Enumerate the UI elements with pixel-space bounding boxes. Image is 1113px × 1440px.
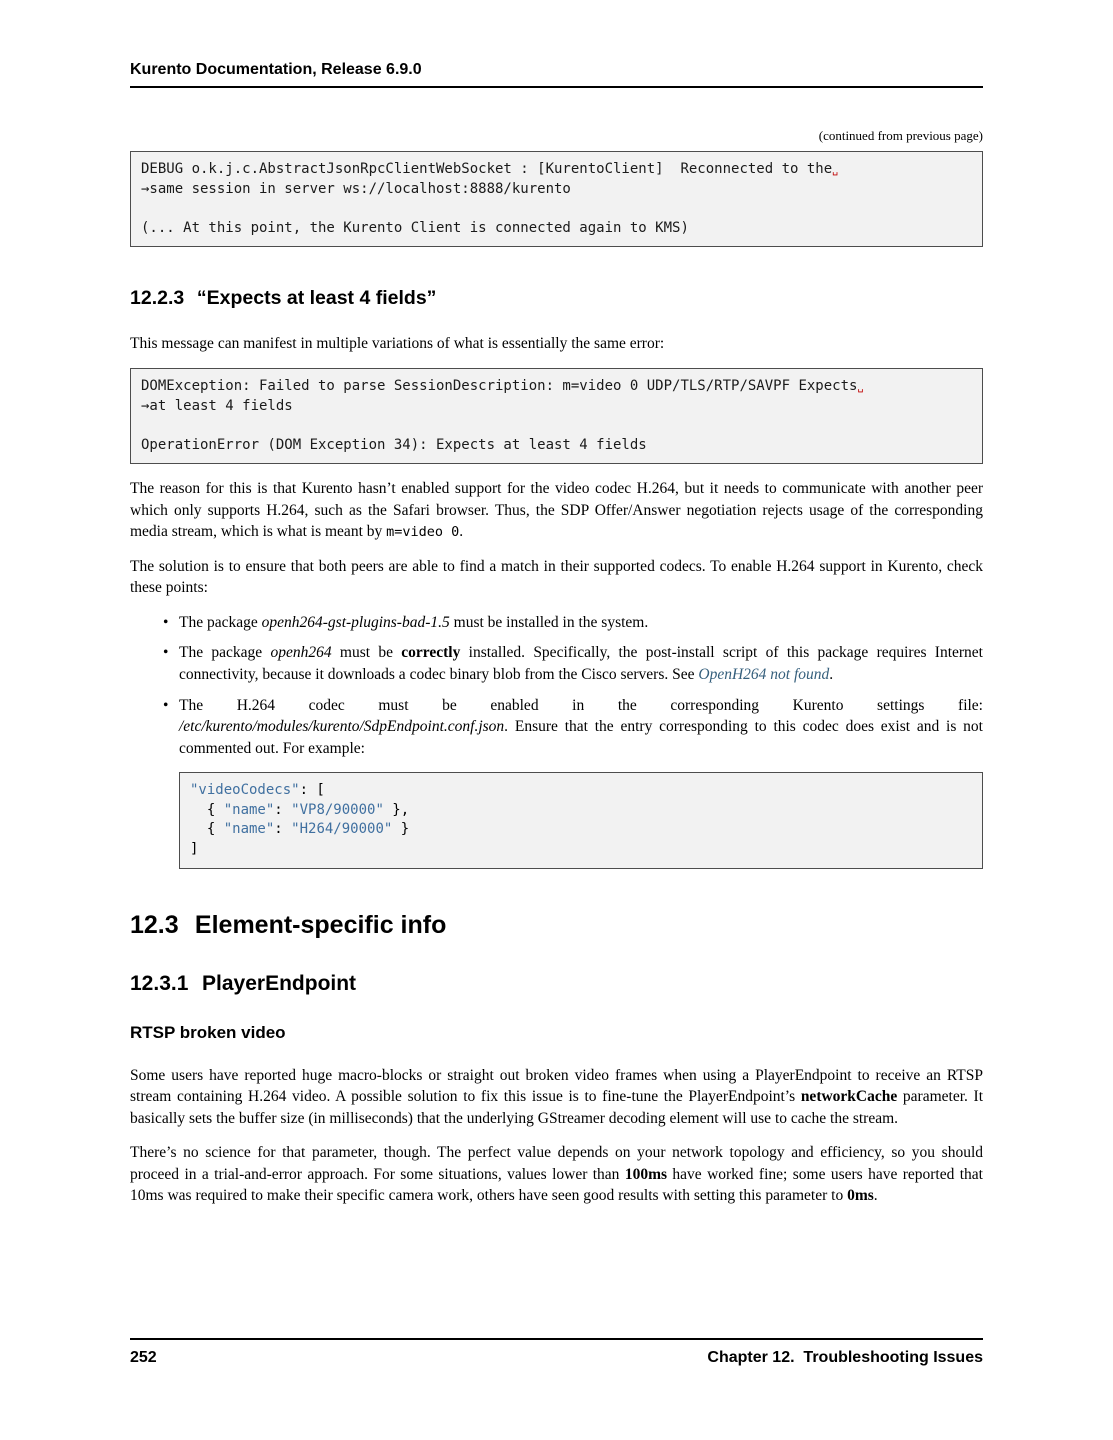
code-line xyxy=(141,377,972,397)
text-run: openh264 xyxy=(270,644,332,662)
code-token: { xyxy=(190,801,224,818)
code-token: : [ xyxy=(299,782,325,799)
code-token: ␣ xyxy=(832,165,839,176)
text-run: networkCache xyxy=(800,1088,898,1106)
code-line xyxy=(190,840,972,860)
text-run: 100ms xyxy=(624,1165,668,1183)
text-run: There’s no science for that parameter, though. The perfect value depends on your network topology and efficiency, so you should proceed in a trial-and-error approach. For some situations, values lower than xyxy=(130,1144,983,1183)
text-run: The reason for this is that Kurento hasn’t enabled support for the video codec H.264, but it needs to communicate with another peer which only supports H.264, such as the Safari browser. Thus, the SDP Offer/Answer negotiation rejects usage of the corresponding media stream, which is what is meant by xyxy=(130,480,983,541)
section-number: 12.2.3 xyxy=(130,287,185,310)
code-token: OperationError (DOM Exception 34): Expects at least 4 fields xyxy=(141,436,647,453)
text-run: . Ensure that the entry corresponding to this codec does exist and is not commented out. For example: xyxy=(179,718,983,757)
text-run: . xyxy=(873,1187,878,1205)
code-token: "VP8/90000" xyxy=(291,801,384,818)
footer-chapter-title: Chapter 12. Troubleshooting Issues xyxy=(707,1349,983,1366)
code-token: "name" xyxy=(223,821,275,838)
text-run: must be xyxy=(331,644,402,662)
code-line xyxy=(190,820,972,840)
text-run: have worked fine; some users have reported that 10ms was required to make their specific camera work, others have seen good results with setting this parameter to xyxy=(130,1165,983,1205)
section-heading-12-3 xyxy=(130,911,983,940)
text-run: . xyxy=(829,666,834,683)
section-title: “Expects at least 4 fields” xyxy=(196,287,437,310)
text-run: 0ms xyxy=(847,1187,874,1205)
continued-from-previous-page-note: (continued from previous page) xyxy=(818,128,983,143)
bullet-list xyxy=(163,612,983,869)
text-run: openh264-gst-plugins-bad-1.5 xyxy=(261,613,450,631)
inline-code: m=video 0 xyxy=(386,524,460,541)
page-header xyxy=(130,61,983,88)
code-block-reconnected xyxy=(130,151,983,247)
bullet-item-openh264-plugins xyxy=(163,612,983,634)
code-token: →same session in server ws://localhost:8888/kurento xyxy=(141,180,571,197)
code-line xyxy=(190,801,972,821)
paragraph-rtsp-2 xyxy=(130,1142,983,1207)
code-token: : xyxy=(274,821,292,838)
bullet-item-openh264-correctly-installed xyxy=(163,642,983,685)
page-content xyxy=(130,128,983,1220)
code-block-domexception xyxy=(130,368,983,464)
code-line xyxy=(141,180,972,200)
code-line xyxy=(141,397,972,417)
section-heading-12-3-1 xyxy=(130,972,983,996)
code-line xyxy=(141,416,972,436)
code-token: "videoCodecs" xyxy=(190,782,300,799)
code-token: { xyxy=(190,821,224,838)
bullet-marker: • xyxy=(163,644,169,662)
bullet-text xyxy=(179,644,983,683)
bullet-text xyxy=(179,697,983,757)
text-run: installed. Specifically, the post-install script of this package requires Internet connectivity, because it downloads a codec binary blob from the Cisco servers. See xyxy=(179,644,983,683)
bullet-item-h264-codec-enabled xyxy=(163,695,983,869)
bullet-marker: • xyxy=(163,696,169,714)
section-number: 12.3 xyxy=(130,910,179,939)
paragraph-intro-error: This message can manifest in multiple variations of what is essentially the same error: xyxy=(130,335,665,353)
code-line xyxy=(141,219,972,239)
header-title: Kurento Documentation, Release 6.9.0 xyxy=(130,61,422,78)
text-run: Some users have reported huge macro-blocks or straight out broken video frames when using a PlayerEndpoint to receive an RTSP stream containing H.264 video. A possible solution to fix this issue is to fine-tune the PlayerEndpoint’s xyxy=(130,1066,983,1106)
code-token: DEBUG o.k.j.c.AbstractJsonRpcClientWebSocket : [KurentoClient] Reconnected to the xyxy=(141,161,833,177)
section-title: Element-specific info xyxy=(194,910,447,939)
code-line xyxy=(141,199,972,219)
paragraph-reason xyxy=(130,478,983,543)
section-number: 12.3.1 xyxy=(130,971,189,995)
code-line xyxy=(141,436,972,456)
footer-page-number: 252 xyxy=(130,1349,157,1366)
paragraph-rtsp-1 xyxy=(130,1065,983,1130)
text-run: The H.264 codec must be enabled in the corresponding Kurento settings file: xyxy=(179,696,983,714)
paragraph-solution: The solution is to ensure that both peers are able to find a match in their supported codecs. To enable H.264 support in Kurento, check these points: xyxy=(130,557,983,597)
code-token: (... At this point, the Kurento Client is connected again to KMS) xyxy=(141,219,689,236)
bullet-marker: • xyxy=(163,613,169,631)
text-run: parameter. It basically sets the buffer size (in milliseconds) that the underlying GStreamer decoding element will use to cache the stream. xyxy=(130,1088,984,1127)
code-token: "name" xyxy=(223,801,275,818)
rubric-rtsp-broken-video: RTSP broken video xyxy=(130,1022,286,1042)
openh264-not-found-link[interactable]: OpenH264 not found xyxy=(698,666,830,683)
text-run: . xyxy=(459,523,464,541)
code-block-videocodecs xyxy=(179,772,983,868)
page-footer xyxy=(130,1338,983,1367)
bullet-text xyxy=(179,614,648,631)
section-title: PlayerEndpoint xyxy=(202,971,357,995)
code-line xyxy=(190,781,972,801)
text-run: /etc/kurento/modules/kurento/SdpEndpoint.conf.json xyxy=(179,718,505,736)
text-run: The package xyxy=(179,613,262,631)
code-token: ␣ xyxy=(857,381,864,393)
code-token: }, xyxy=(383,801,410,818)
text-run: The package xyxy=(179,644,271,662)
section-heading-12-2-3 xyxy=(130,287,983,310)
text-run: must be installed in the system. xyxy=(449,613,649,631)
code-line xyxy=(141,160,972,180)
code-token: →at least 4 fields xyxy=(141,397,293,414)
code-token: } xyxy=(392,821,410,838)
text-run: correctly xyxy=(401,644,461,662)
code-token: : xyxy=(274,801,292,818)
code-token: "H264/90000" xyxy=(291,821,393,838)
code-token: ] xyxy=(190,840,199,857)
code-token: DOMException: Failed to parse SessionDescription: m=video 0 UDP/TLS/RTP/SAVPF Expects xyxy=(141,377,858,394)
